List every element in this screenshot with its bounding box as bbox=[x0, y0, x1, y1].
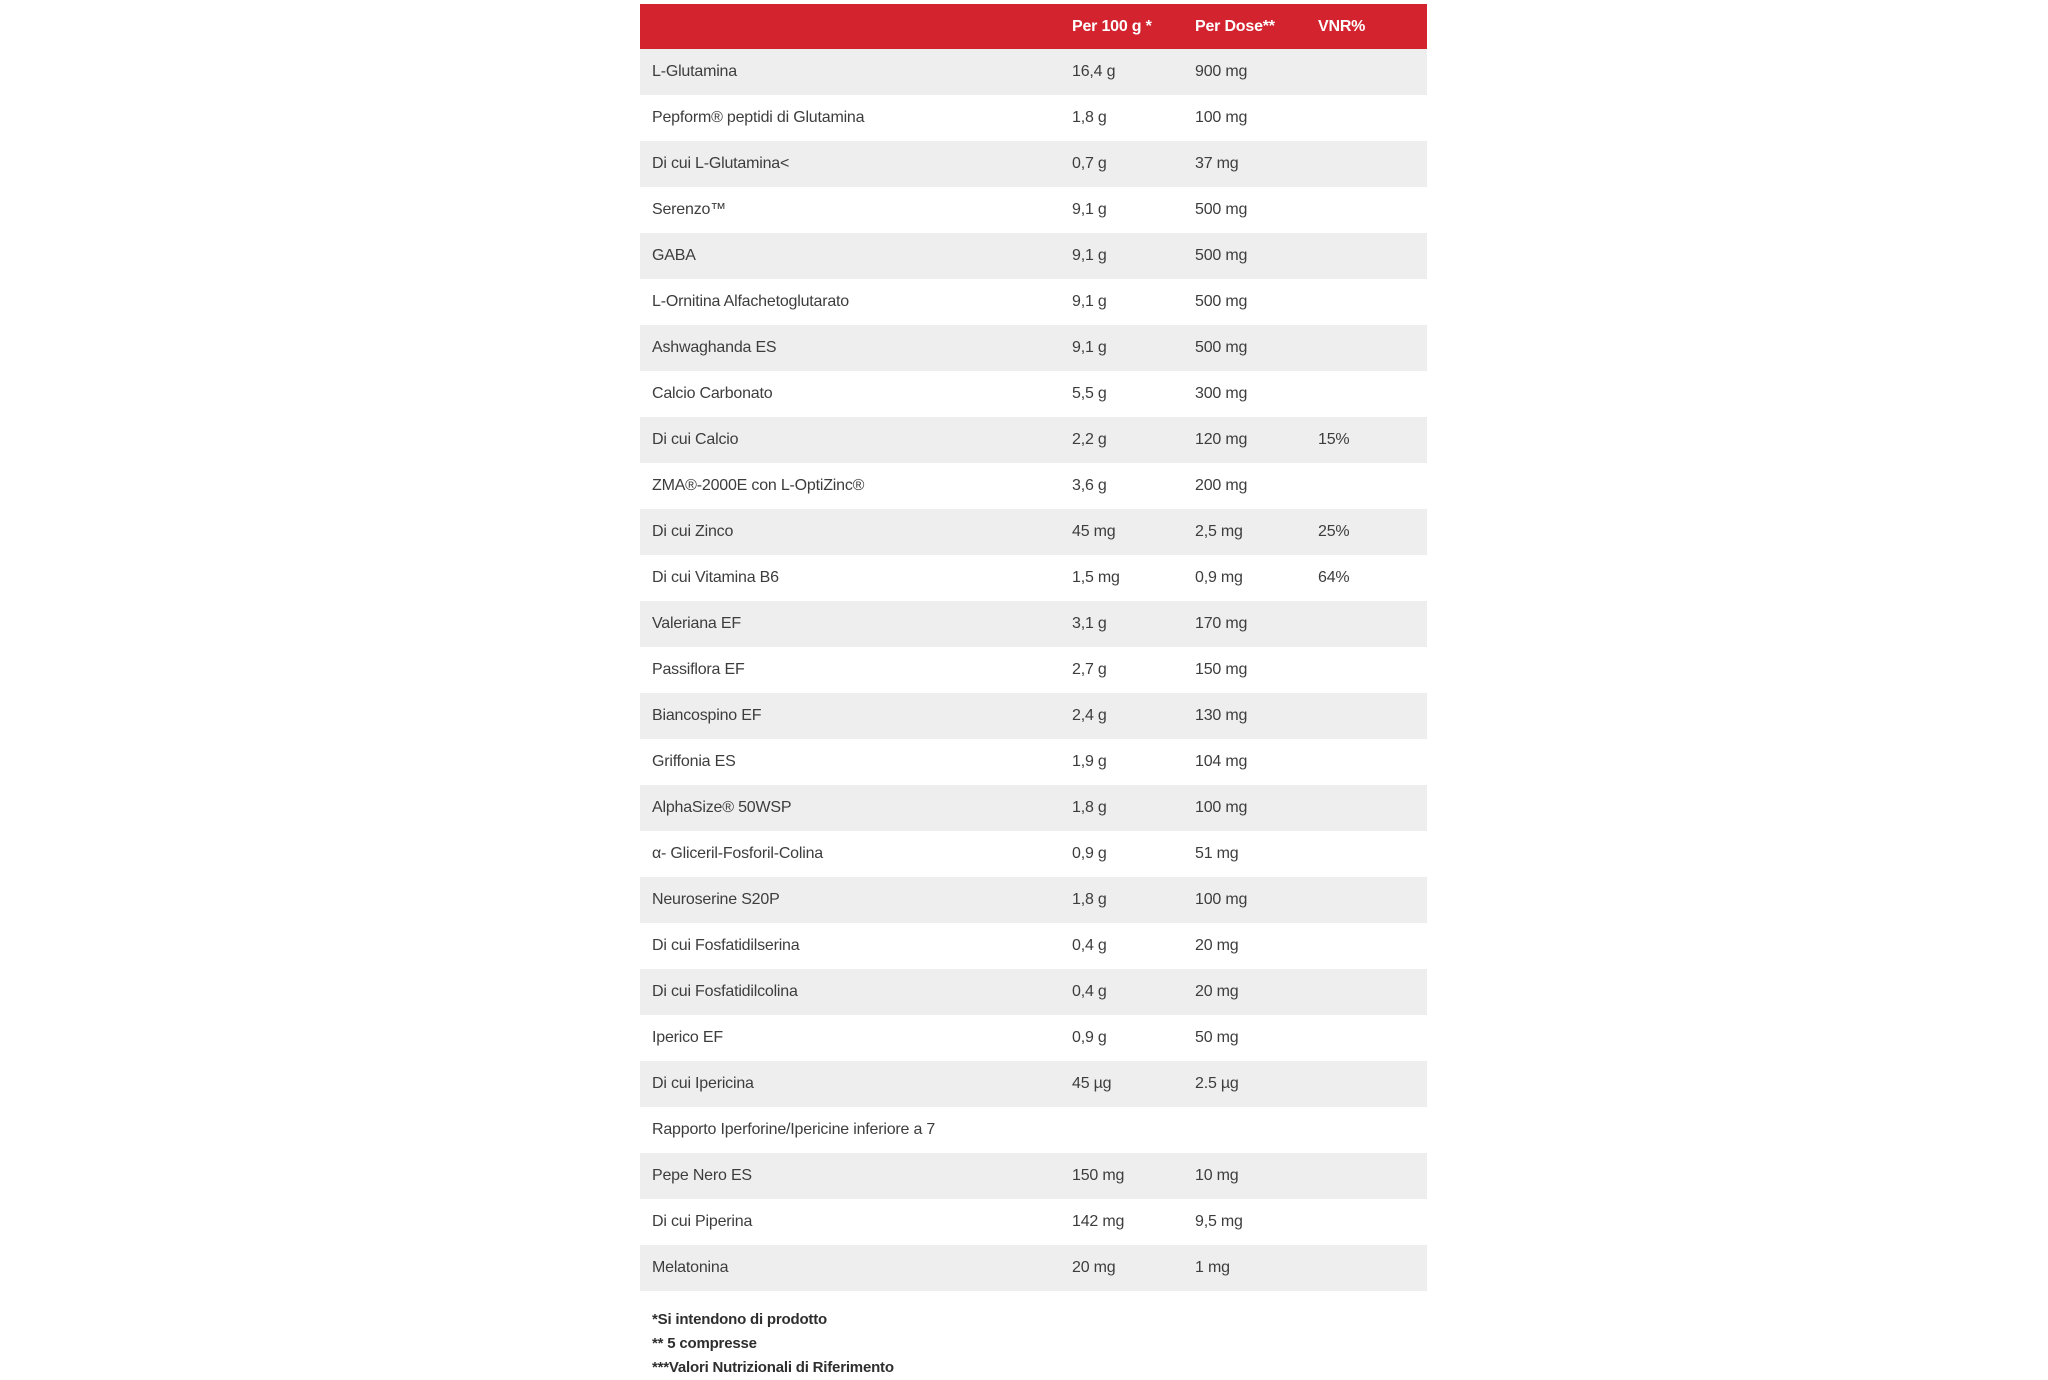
cell-ingredient: Rapporto Iperforine/Ipericine inferiore a 7 bbox=[652, 1121, 936, 1138]
table-row bbox=[640, 923, 1427, 969]
table-row bbox=[640, 555, 1427, 601]
cell-vnr bbox=[1306, 95, 1427, 141]
footnotes bbox=[652, 1308, 894, 1380]
cell-per-dose: 50 mg bbox=[1195, 1029, 1239, 1046]
cell-vnr bbox=[1306, 785, 1427, 831]
cell-vnr: 15% bbox=[1318, 431, 1350, 448]
table-row bbox=[640, 693, 1427, 739]
cell-per-dose: 130 mg bbox=[1195, 707, 1248, 724]
table-row bbox=[640, 1107, 1427, 1153]
cell-per-100g: 2,2 g bbox=[1072, 431, 1107, 448]
cell-per-100g: 0,7 g bbox=[1072, 155, 1107, 172]
table-row bbox=[640, 509, 1427, 555]
cell-vnr bbox=[1306, 877, 1427, 923]
table-body bbox=[640, 49, 1427, 1291]
header-per-dose: Per Dose** bbox=[1195, 17, 1275, 35]
table-row bbox=[640, 739, 1427, 785]
header-vnr: VNR% bbox=[1318, 17, 1366, 35]
cell-per-dose: 51 mg bbox=[1195, 845, 1239, 862]
cell-per-100g: 5,5 g bbox=[1072, 385, 1107, 402]
cell-per-dose: 500 mg bbox=[1195, 339, 1248, 356]
cell-per-dose: 170 mg bbox=[1195, 615, 1248, 632]
cell-per-dose: 9,5 mg bbox=[1195, 1213, 1243, 1230]
cell-per-100g: 2,7 g bbox=[1072, 661, 1107, 678]
table-row bbox=[640, 647, 1427, 693]
cell-ingredient: L-Glutamina bbox=[652, 63, 737, 80]
cell-ingredient: Biancospino EF bbox=[652, 707, 762, 724]
cell-ingredient: AlphaSize® 50WSP bbox=[652, 799, 792, 816]
cell-vnr bbox=[1306, 601, 1427, 647]
header-per-100g: Per 100 g * bbox=[1072, 17, 1152, 35]
header-ingredient bbox=[640, 4, 1060, 49]
cell-vnr bbox=[1306, 49, 1427, 95]
cell-per-dose: 300 mg bbox=[1195, 385, 1248, 402]
table-row bbox=[640, 95, 1427, 141]
cell-vnr: 64% bbox=[1318, 569, 1350, 586]
cell-vnr bbox=[1306, 739, 1427, 785]
cell-per-100g: 3,1 g bbox=[1072, 615, 1107, 632]
header-row bbox=[640, 4, 1427, 49]
cell-per-dose: 500 mg bbox=[1195, 247, 1248, 264]
footnote: *Si intendono di prodotto bbox=[652, 1311, 827, 1328]
cell-ingredient: Di cui L-Glutamina< bbox=[652, 155, 790, 172]
cell-vnr bbox=[1306, 141, 1427, 187]
cell-vnr bbox=[1306, 1107, 1427, 1153]
table-row bbox=[640, 877, 1427, 923]
cell-per-dose: 1 mg bbox=[1195, 1259, 1230, 1276]
cell-per-dose: 200 mg bbox=[1195, 477, 1248, 494]
cell-per-dose: 2,5 mg bbox=[1195, 523, 1243, 540]
table-row bbox=[640, 1199, 1427, 1245]
cell-ingredient: Iperico EF bbox=[652, 1029, 723, 1046]
nutrition-table-container bbox=[640, 4, 1427, 1291]
cell-per-dose: 100 mg bbox=[1195, 799, 1248, 816]
cell-per-100g: 45 µg bbox=[1072, 1075, 1112, 1092]
cell-per-100g: 1,5 mg bbox=[1072, 569, 1120, 586]
cell-per-100g: 0,9 g bbox=[1072, 845, 1107, 862]
cell-ingredient: Pepform® peptidi di Glutamina bbox=[652, 109, 865, 126]
table-row bbox=[640, 1015, 1427, 1061]
cell-per-dose: 120 mg bbox=[1195, 431, 1248, 448]
cell-per-100g bbox=[1060, 1107, 1183, 1153]
table-row bbox=[640, 463, 1427, 509]
cell-per-100g: 1,8 g bbox=[1072, 891, 1107, 908]
cell-per-dose: 500 mg bbox=[1195, 201, 1248, 218]
cell-per-dose: 37 mg bbox=[1195, 155, 1239, 172]
cell-per-100g: 142 mg bbox=[1072, 1213, 1125, 1230]
cell-ingredient: Valeriana EF bbox=[652, 615, 741, 632]
cell-ingredient: Passiflora EF bbox=[652, 661, 745, 678]
cell-ingredient: Calcio Carbonato bbox=[652, 385, 773, 402]
cell-per-dose: 20 mg bbox=[1195, 983, 1239, 1000]
cell-ingredient: Di cui Vitamina B6 bbox=[652, 569, 779, 586]
cell-per-dose: 20 mg bbox=[1195, 937, 1239, 954]
cell-vnr bbox=[1306, 831, 1427, 877]
cell-per-100g: 3,6 g bbox=[1072, 477, 1107, 494]
footnote: ** 5 compresse bbox=[652, 1335, 757, 1352]
cell-vnr: 25% bbox=[1318, 523, 1350, 540]
cell-ingredient: Di cui Calcio bbox=[652, 431, 739, 448]
cell-per-dose: 0,9 mg bbox=[1195, 569, 1243, 586]
cell-per-100g: 0,4 g bbox=[1072, 983, 1107, 1000]
cell-ingredient: Di cui Fosfatidilserina bbox=[652, 937, 800, 954]
table-header bbox=[640, 4, 1427, 49]
cell-vnr bbox=[1306, 647, 1427, 693]
cell-vnr bbox=[1306, 1153, 1427, 1199]
table-row bbox=[640, 1061, 1427, 1107]
table-row bbox=[640, 1245, 1427, 1291]
cell-per-100g: 2,4 g bbox=[1072, 707, 1107, 724]
cell-ingredient: Di cui Piperina bbox=[652, 1213, 753, 1230]
cell-vnr bbox=[1306, 1199, 1427, 1245]
table-row bbox=[640, 831, 1427, 877]
table-row bbox=[640, 325, 1427, 371]
cell-per-dose: 900 mg bbox=[1195, 63, 1248, 80]
cell-vnr bbox=[1306, 1061, 1427, 1107]
cell-ingredient: Serenzo™ bbox=[652, 201, 726, 218]
cell-vnr bbox=[1306, 325, 1427, 371]
cell-per-100g: 0,9 g bbox=[1072, 1029, 1107, 1046]
cell-per-100g: 9,1 g bbox=[1072, 293, 1107, 310]
cell-per-dose: 500 mg bbox=[1195, 293, 1248, 310]
cell-per-100g: 0,4 g bbox=[1072, 937, 1107, 954]
cell-ingredient: ZMA®-2000E con L-OptiZinc® bbox=[652, 477, 865, 494]
cell-per-100g: 16,4 g bbox=[1072, 63, 1116, 80]
cell-ingredient: Melatonina bbox=[652, 1259, 729, 1276]
table-row bbox=[640, 233, 1427, 279]
table-row bbox=[640, 371, 1427, 417]
cell-vnr bbox=[1306, 233, 1427, 279]
cell-ingredient: Griffonia ES bbox=[652, 753, 736, 770]
cell-per-dose: 104 mg bbox=[1195, 753, 1248, 770]
cell-per-100g: 1,8 g bbox=[1072, 109, 1107, 126]
cell-per-100g: 45 mg bbox=[1072, 523, 1116, 540]
table-row bbox=[640, 785, 1427, 831]
nutrition-table bbox=[640, 4, 1427, 1291]
cell-per-100g: 9,1 g bbox=[1072, 339, 1107, 356]
cell-vnr bbox=[1306, 969, 1427, 1015]
cell-vnr bbox=[1306, 1245, 1427, 1291]
cell-per-dose: 150 mg bbox=[1195, 661, 1248, 678]
cell-per-100g: 1,8 g bbox=[1072, 799, 1107, 816]
table-row bbox=[640, 141, 1427, 187]
cell-per-100g: 9,1 g bbox=[1072, 201, 1107, 218]
cell-per-dose: 100 mg bbox=[1195, 109, 1248, 126]
table-row bbox=[640, 969, 1427, 1015]
footnote: ***Valori Nutrizionali di Riferimento bbox=[652, 1359, 894, 1376]
cell-ingredient: Di cui Zinco bbox=[652, 523, 734, 540]
cell-per-dose: 100 mg bbox=[1195, 891, 1248, 908]
table-row bbox=[640, 49, 1427, 95]
table-row bbox=[640, 601, 1427, 647]
cell-ingredient: Pepe Nero ES bbox=[652, 1167, 752, 1184]
cell-per-100g: 20 mg bbox=[1072, 1259, 1116, 1276]
cell-per-100g: 1,9 g bbox=[1072, 753, 1107, 770]
cell-per-dose bbox=[1183, 1107, 1306, 1153]
cell-ingredient: Di cui Ipericina bbox=[652, 1075, 754, 1092]
cell-ingredient: Di cui Fosfatidilcolina bbox=[652, 983, 798, 1000]
cell-vnr bbox=[1306, 463, 1427, 509]
cell-ingredient: L-Ornitina Alfachetoglutarato bbox=[652, 293, 849, 310]
table-row bbox=[640, 1153, 1427, 1199]
cell-per-100g: 150 mg bbox=[1072, 1167, 1125, 1184]
cell-ingredient: Ashwaghanda ES bbox=[652, 339, 777, 356]
cell-vnr bbox=[1306, 371, 1427, 417]
cell-ingredient: Neuroserine S20P bbox=[652, 891, 780, 908]
cell-vnr bbox=[1306, 279, 1427, 325]
cell-ingredient: GABA bbox=[652, 247, 696, 264]
cell-per-dose: 2.5 µg bbox=[1195, 1075, 1239, 1092]
table-row bbox=[640, 187, 1427, 233]
cell-vnr bbox=[1306, 693, 1427, 739]
table-row bbox=[640, 279, 1427, 325]
cell-vnr bbox=[1306, 187, 1427, 233]
cell-per-100g: 9,1 g bbox=[1072, 247, 1107, 264]
table-row bbox=[640, 417, 1427, 463]
cell-per-dose: 10 mg bbox=[1195, 1167, 1239, 1184]
cell-vnr bbox=[1306, 1015, 1427, 1061]
cell-ingredient: α- Gliceril-Fosforil-Colina bbox=[652, 845, 823, 862]
cell-vnr bbox=[1306, 923, 1427, 969]
